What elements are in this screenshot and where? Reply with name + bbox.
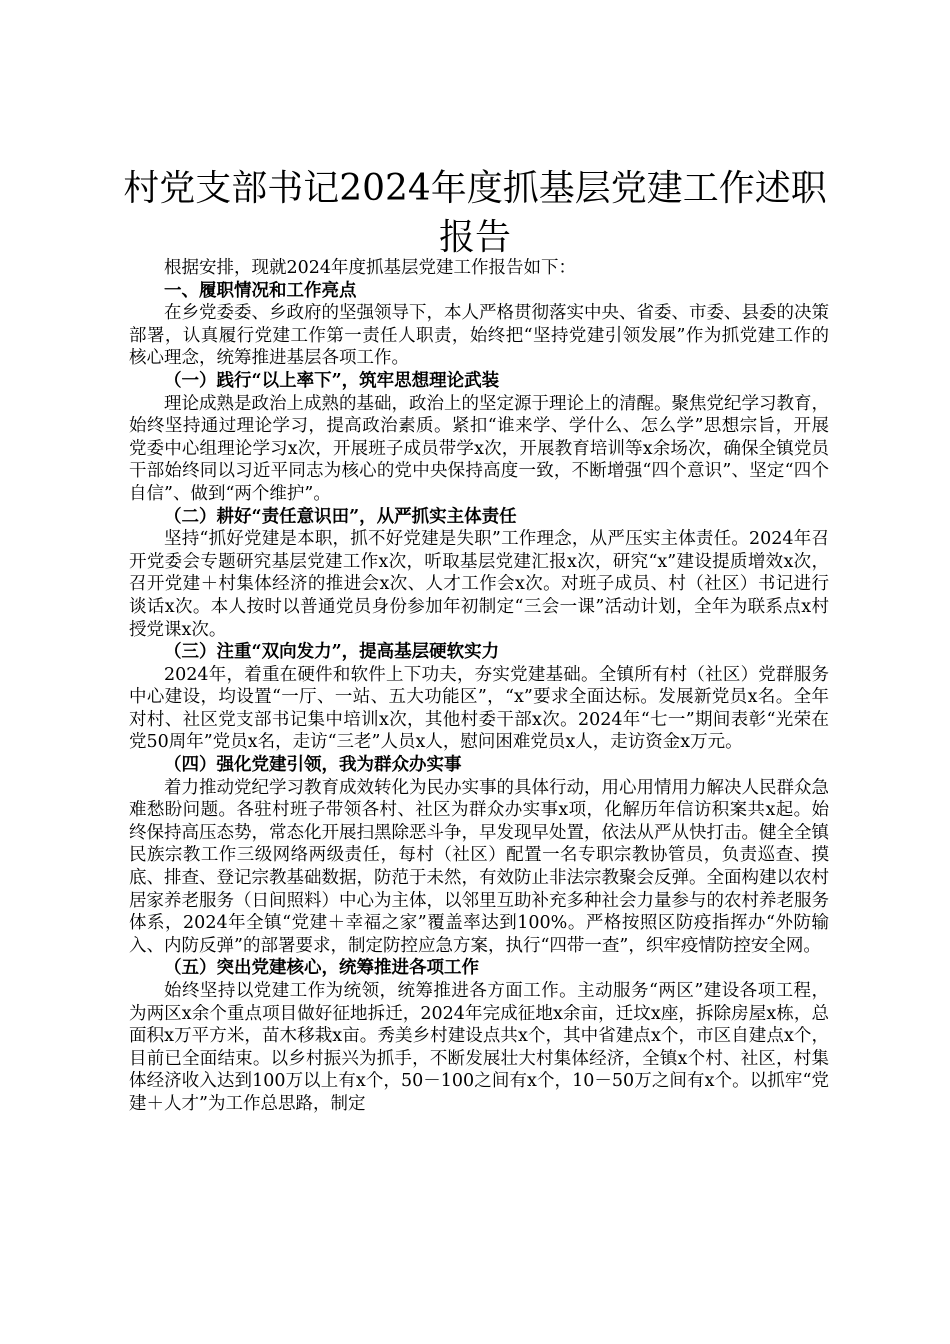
paragraph: 2024年，着重在硬件和软件上下功夫，夯实党建基础。全镇所有村（社区）党群服务中心建设，均设置“一厅、一站、五大功能区”，“x”要求全面达标。发展新党员x名。全年对村、社区党支部书记集中培训x次，其他村委干部x次。2024年“七一”期间表彰“光荣在党50周年”党员x名，走访“三老”人员x人，慰问困难党员x人，走访资金x万元。 [129, 664, 829, 753]
subsection-heading-1: （一）践行“以上率下”，筑牢思想理论武装 [164, 370, 500, 391]
paragraph: 始终坚持以党建工作为统领，统筹推进各方面工作。主动服务“两区”建设各项工程，为两区x余个重点项目做好征地拆迁，2024年完成征地x余亩，迁坟x座，拆除房屋x栋，总面积x万平方米，苗木移栽x亩。秀美乡村建设点共x个，其中省建点x个，市区自建点x个，目前已全面结束。以乡村振兴为抓手，不断发展壮大村集体经济，全镇x个村、社区，村集体经济收入达到100万以上有x个，50－100之间有x个，10－50万之间有x个。以抓牢“党建＋人才”为工作总思路，制定 [129, 981, 829, 1114]
paragraph: 理论成熟是政治上成熟的基础，政治上的坚定源于理论上的清醒。聚焦党纪学习教育，始终坚持通过理论学习，提高政治素质。紧扣“谁来学、学什么、怎么学”思想宗旨，开展党委中心组理论学习x次，开展班子成员带学x次，开展教育培训等x余场次，确保全镇党员干部始终同以习近平同志为核心的党中央保持高度一致，不断增强“四个意识”、坚定“四个自信”、做到“两个维护”。 [129, 393, 829, 504]
subsection-heading-2: （二）耕好“责任意识田”，从严抓实主体责任 [164, 506, 517, 527]
paragraph: 着力推动党纪学习教育成效转化为民办实事的具体行动，用心用情用力解决人民群众急难愁盼问题。各驻村班子带领各村、社区为群众办实事x项，化解历年信访积案共x起。始终保持高压态势，常态化开展扫黑除恶斗争，早发现早处置，依法从严从快打击。健全全镇民族宗教工作三级网络两级责任，每村（社区）配置一名专职宗教协管员，负责巡查、摸底、排查、登记宗教基础数据，防范于未然，有效防止非法宗教聚会反弹。全面构建以农村居家养老服务（日间照料）中心为主体，以邻里互助补充多种社会力量参与的农村养老服务体系，2024年全镇“党建＋幸福之家”覆盖率达到100%。严格按照区防疫指挥办“外防输入、内防反弹”的部署要求，制定防控应急方案，执行“四带一查”，织牢疫情防控安全网。 [129, 777, 829, 956]
paragraph: 在乡党委委、乡政府的坚强领导下，本人严格贯彻落实中央、省委、市委、县委的决策部署，认真履行党建工作第一责任人职责，始终把“坚持党建引领发展”作为抓党建工作的核心理念，统筹推进基层各项工作。 [129, 303, 829, 369]
subsection-heading-5: （五）突出党建核心，统筹推进各项工作 [164, 958, 479, 979]
document-body [129, 257, 829, 1116]
section-heading-1: 一、履职情况和工作亮点 [164, 280, 357, 301]
subsection-heading-4: （四）强化党建引领，我为群众办实事 [164, 755, 462, 776]
paragraph: 坚持“抓好党建是本职，抓不好党建是失职”工作理念，从严压实主体责任。2024年召开党委会专题研究基层党建工作x次，听取基层党建汇报x次，研究“x”建设提质增效x次，召开党建＋村集体经济的推进会x次、人才工作会x次。对班子成员、村（社区）书记进行谈话x次。本人按时以普通党员身份参加年初制定“三会一课”活动计划，全年为联系点x村授党课x次。 [129, 529, 829, 640]
subsection-heading-3: （三）注重“双向发力”，提高基层硬软实力 [164, 642, 500, 663]
paragraph-intro: 根据安排，现就2024年度抓基层党建工作报告如下： [164, 258, 577, 278]
document-title: 村党支部书记2024年度抓基层党建工作述职报告 [123, 168, 827, 258]
